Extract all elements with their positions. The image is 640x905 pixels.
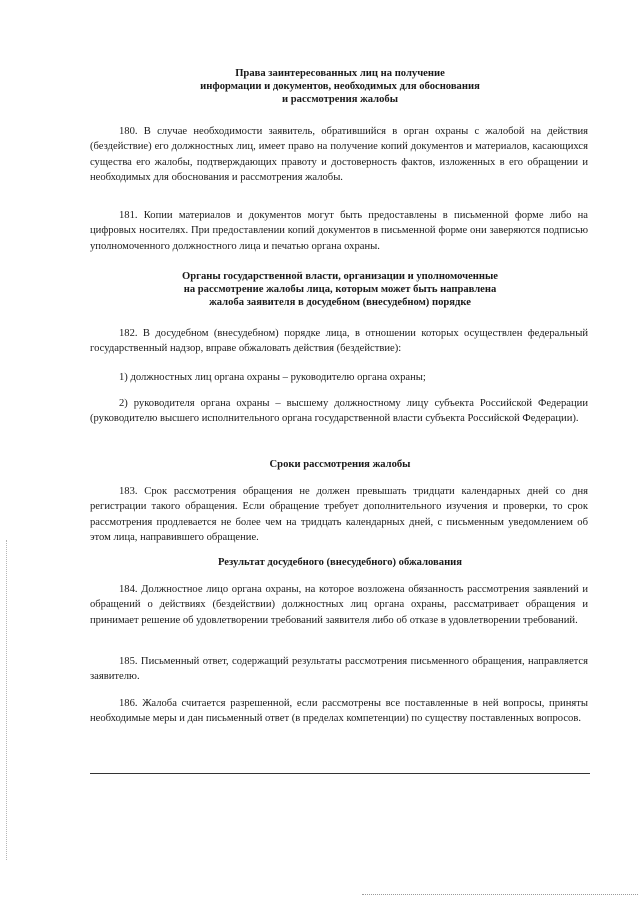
paragraph-186: 186. Жалоба считается разрешенной, если рассмотрены все поставленные в ней вопросы, приняты необходимые меры и дан письменный ответ (в пределах компетенции) по существу поставленных вопросов. <box>90 698 588 725</box>
section-heading-rights <box>90 67 590 107</box>
paragraph-183: 183. Срок рассмотрения обращения не должен превышать тридцати календарных дней со дня регистрации такого обращения. Если обращение требует дополнительного изучения и проверки, то срок рассмотрения продлевается не более чем на тридцать календарных дней, с письменным уведомлением об этом лица, направившего обращение. <box>90 486 588 544</box>
section-heading-result <box>90 556 590 569</box>
paragraph-182-item-2: 2) руководителя органа охраны – высшему должностному лицу субъекта Российской Федерации (руководителю высшего исполнительного органа государственной власти субъекта Российской Федерации). <box>90 398 588 425</box>
paragraph-184: 184. Должностное лицо органа охраны, на которое возложена обязанность рассмотрения заявлений и обращений о действиях (бездействии) должностных лиц органа охраны, рассматривает обращения и принимает решение об удовлетворении требований заявителя либо об отказе в удовлетворении требований. <box>90 584 588 626</box>
heading-line: Сроки рассмотрения жалобы <box>269 459 411 470</box>
paragraph-185: 185. Письменный ответ, содержащий результаты рассмотрения письменного обращения, направляется заявителю. <box>90 656 588 683</box>
heading-line: Органы государственной власти, организации и уполномоченные <box>182 271 498 282</box>
heading-line: жалоба заявителя в досудебном (внесудебном) порядке <box>209 297 471 309</box>
heading-line: информации и документов, необходимых для обоснования <box>200 81 480 93</box>
paragraph-182-item-1: 1) должностных лиц органа охраны – руководителю органа охраны; <box>119 372 426 383</box>
paragraph-180: 180. В случае необходимости заявитель, обратившийся в орган охраны с жалобой на действия (бездействие) его должностных лиц, имеет право на получение копий документов и материалов, касающихся существа его жалобы, подтверждающих правоту и достоверность фактов, изложенных в его обращении и необходимых для обоснования и рассмотрения жалобы. <box>90 126 588 184</box>
heading-line: Результат досудебного (внесудебного) обжалования <box>217 557 463 568</box>
heading-line: на рассмотрение жалобы лица, которым может быть направлена <box>183 284 497 296</box>
paragraph-181: 181. Копии материалов и документов могут быть предоставлены в письменной форме либо на цифровых носителях. При предоставлении копий документов в письменной форме они заверяются подписью уполномоченного должностного лица и печатью органа охраны. <box>90 210 588 252</box>
horizontal-rule <box>90 773 590 774</box>
section-heading-terms <box>90 458 590 471</box>
heading-line: Права заинтересованных лиц на получение <box>235 68 445 79</box>
bottom-dotted-line <box>362 894 638 895</box>
paragraph-182: 182. В досудебном (внесудебном) порядке лица, в отношении которых осуществлен федеральный государственный надзор, вправе обжаловать действия (бездействие): <box>90 328 588 355</box>
section-heading-authorities <box>90 270 590 310</box>
heading-line: и рассмотрения жалобы <box>282 94 398 106</box>
binding-dotted-line <box>6 540 7 860</box>
